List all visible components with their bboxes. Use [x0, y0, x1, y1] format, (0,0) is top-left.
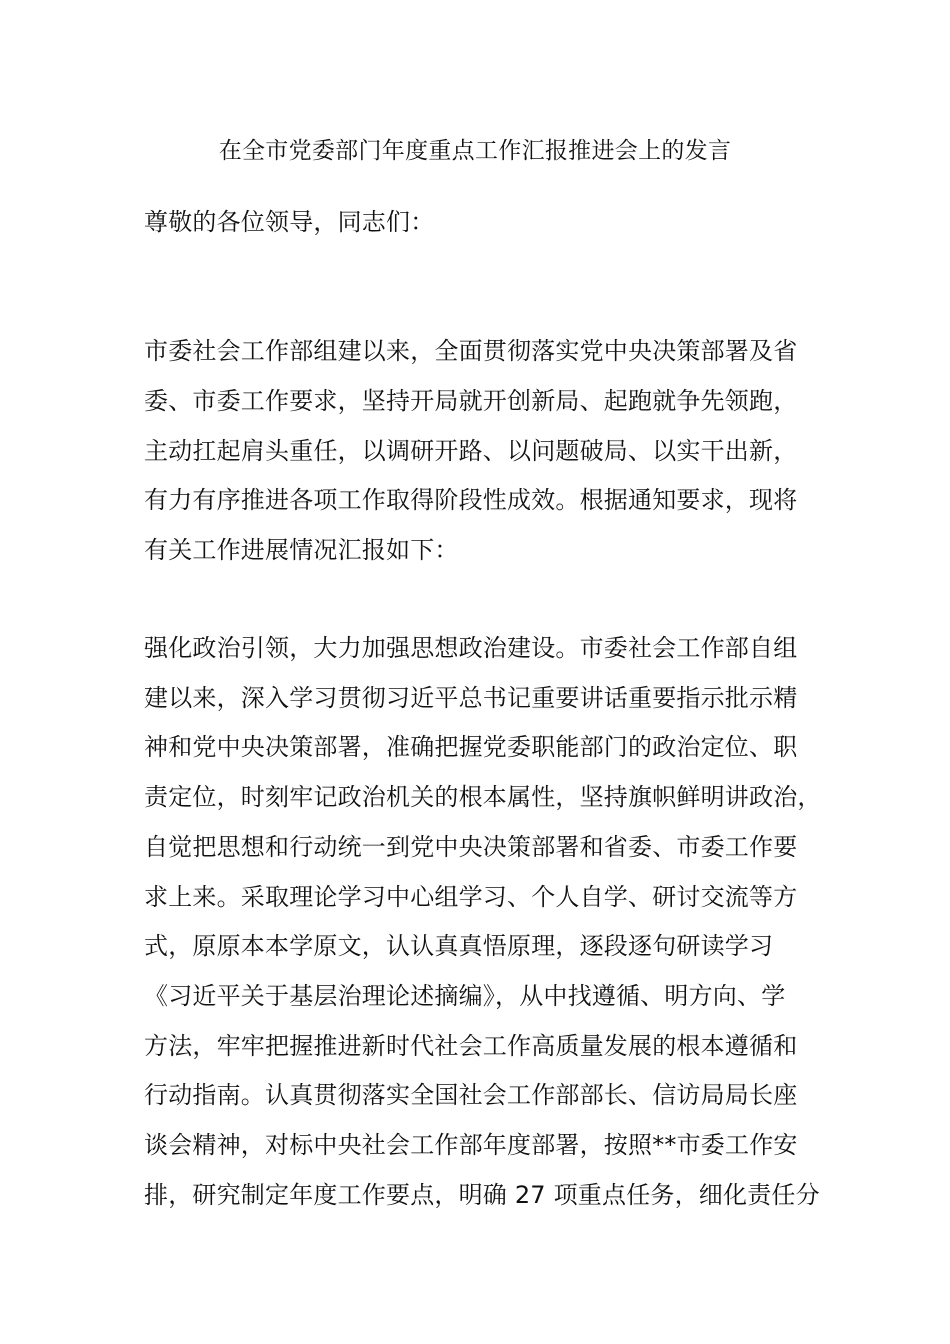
paragraph-line: 有关工作进展情况汇报如下： — [144, 536, 459, 564]
salutation: 尊敬的各位领导，同志们： — [144, 208, 435, 236]
paragraph-line: 方法，牢牢把握推进新时代社会工作高质量发展的根本遵循和 — [144, 1032, 798, 1060]
paragraph-line: 行动指南。认真贯彻落实全国社会工作部部长、信访局局长座 — [144, 1081, 798, 1109]
paragraph-line: 《习近平关于基层治理论述摘编》，从中找遵循、明方向、学 — [144, 982, 786, 1010]
paragraph-line: 建以来，深入学习贯彻习近平总书记重要讲话重要指示批示精 — [144, 684, 798, 712]
paragraph-line: 神和党中央决策部署，准确把握党委职能部门的政治定位、职 — [144, 733, 798, 761]
paragraph-line: 委、市委工作要求，坚持开局就开创新局、起跑就争先领跑， — [144, 387, 798, 415]
paragraph-line: 市委社会工作部组建以来，全面贯彻落实党中央决策部署及省 — [144, 337, 798, 365]
paragraph-line: 强化政治引领，大力加强思想政治建设。市委社会工作部自组 — [144, 634, 798, 662]
paragraph-line: 求上来。采取理论学习中心组学习、个人自学、研讨交流等方 — [144, 883, 798, 911]
paragraph-line: 自觉把思想和行动统一到党中央决策部署和省委、市委工作要 — [144, 833, 798, 861]
paragraph-line: 有力有序推进各项工作取得阶段性成效。根据通知要求，现将 — [144, 486, 798, 514]
paragraph-line: 谈会精神，对标中央社会工作部年度部署，按照**市委工作安 — [144, 1131, 798, 1159]
paragraph-line: 式，原原本本学原文，认认真真悟原理，逐段逐句研读学习 — [144, 932, 774, 960]
document-title: 在全市党委部门年度重点工作汇报推进会上的发言 — [218, 138, 732, 164]
paragraph-line: 主动扛起肩头重任，以调研开路、以问题破局、以实干出新， — [144, 437, 798, 465]
paragraph-line: 排，研究制定年度工作要点，明确 27 项重点任务，细化责任分 — [144, 1181, 820, 1209]
paragraph-line: 责定位，时刻牢记政治机关的根本属性，坚持旗帜鲜明讲政治， — [144, 783, 822, 811]
